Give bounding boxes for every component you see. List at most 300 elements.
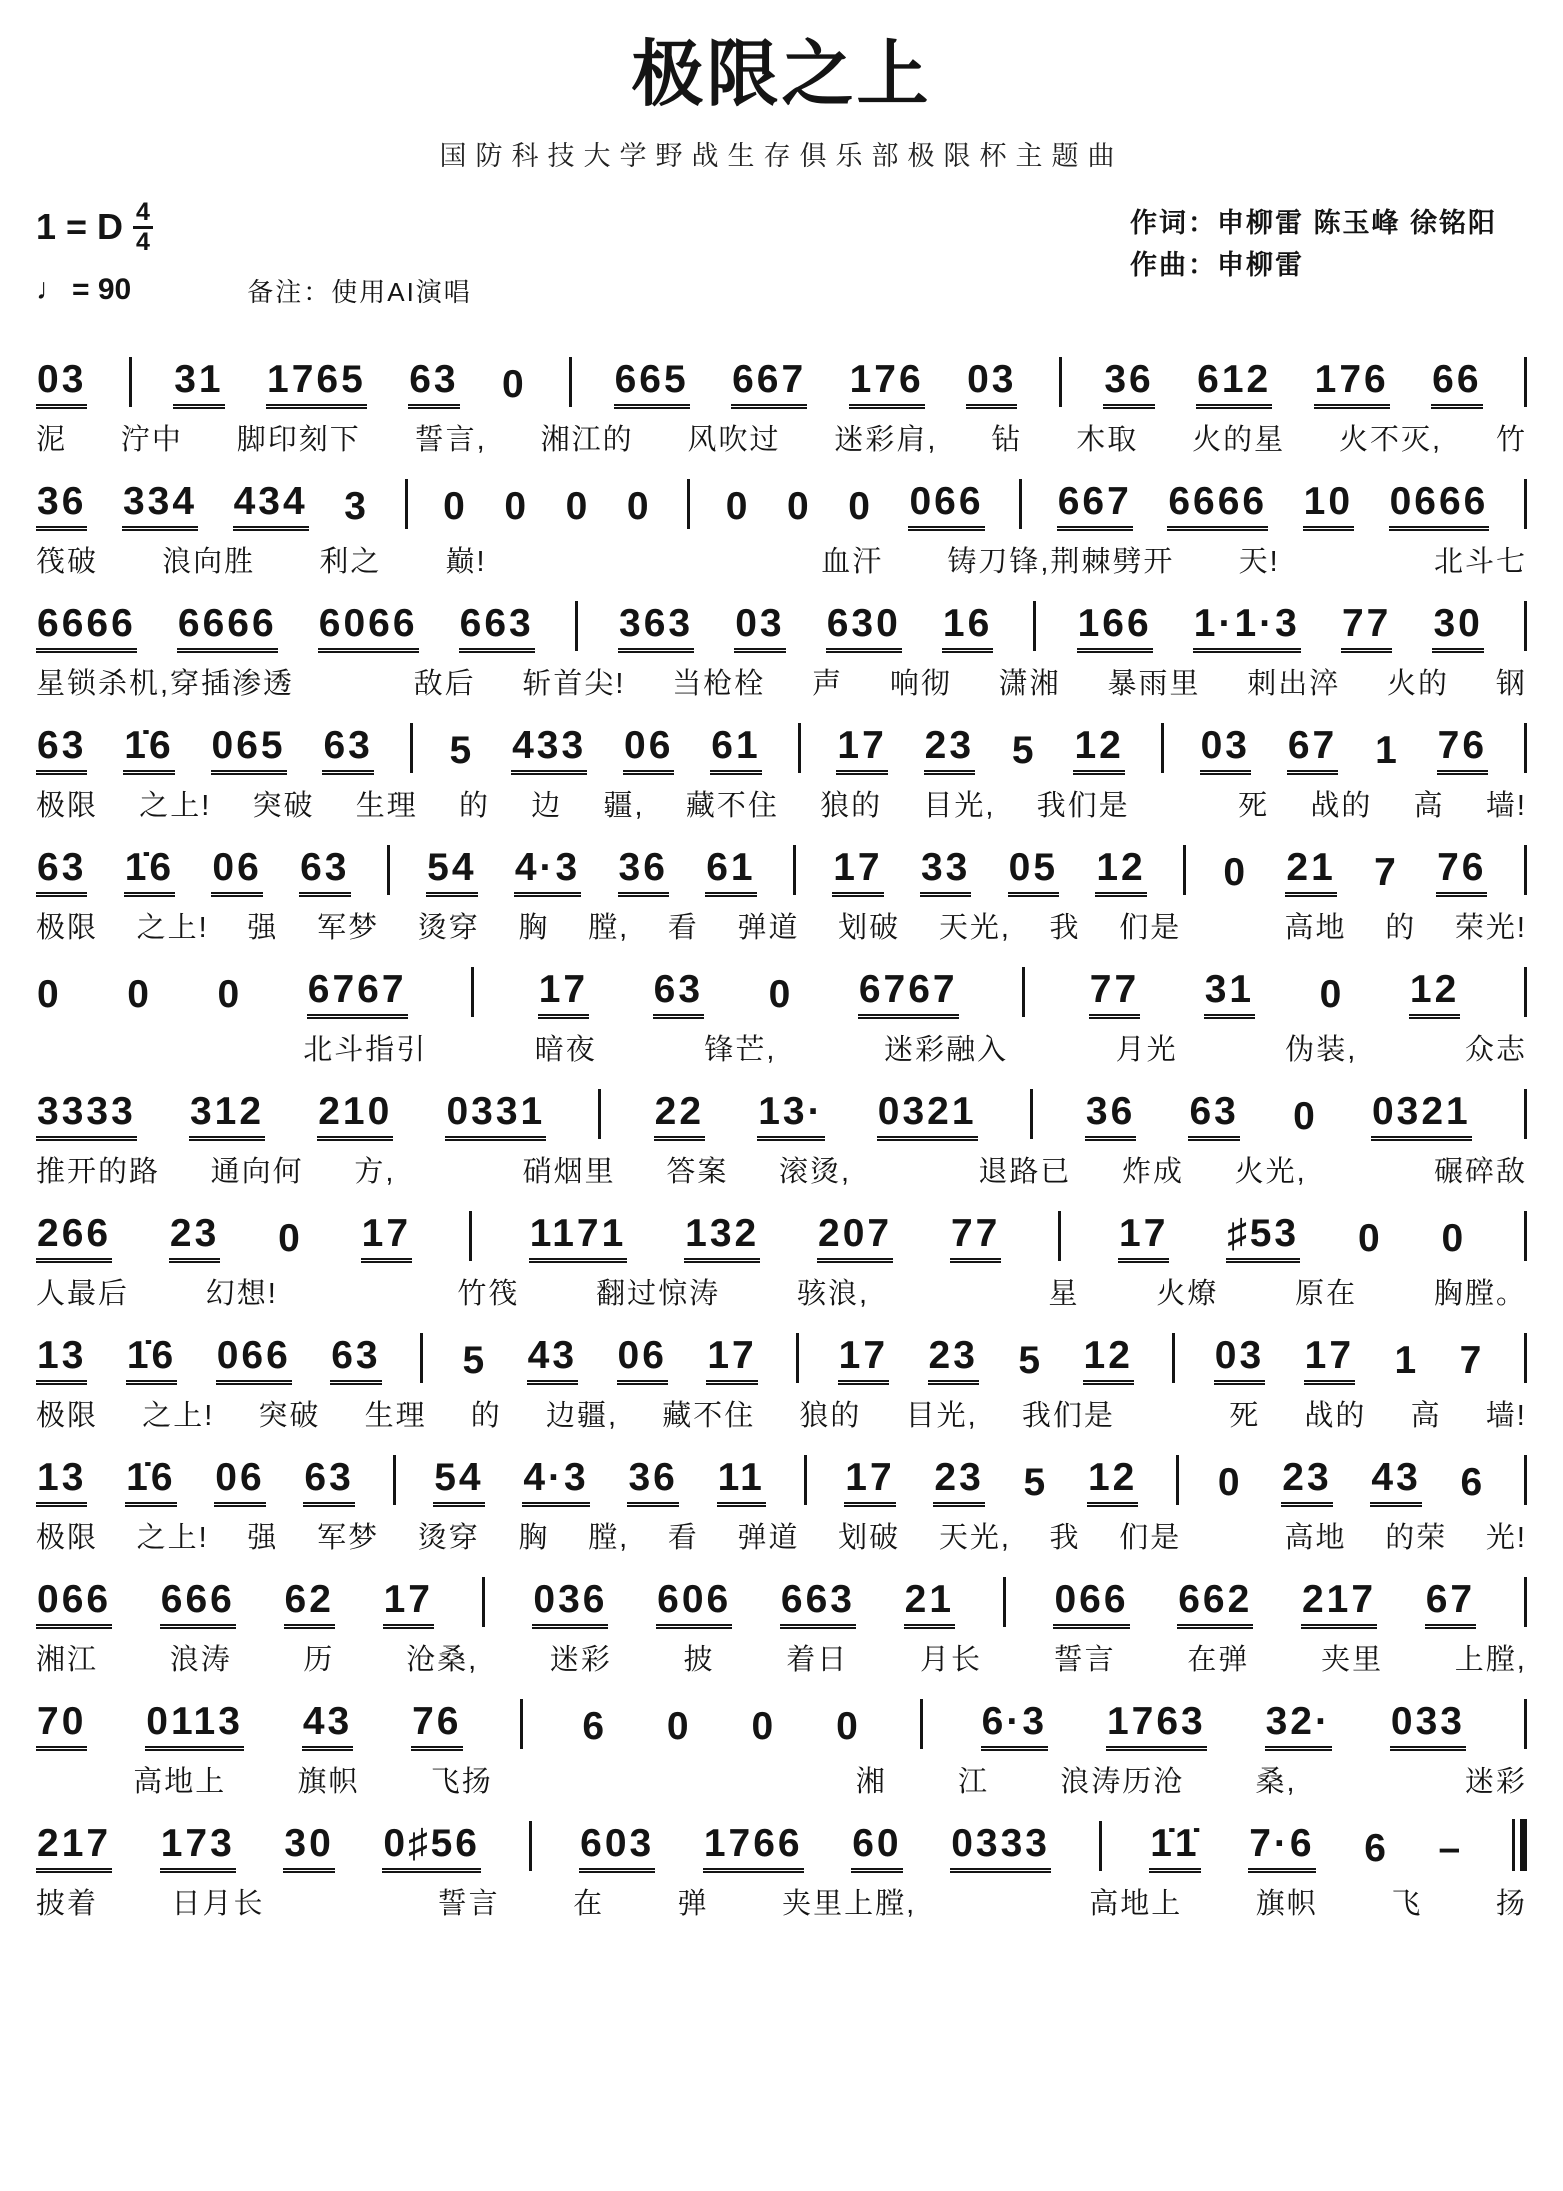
note-row bbox=[36, 587, 1527, 653]
bar-line bbox=[1161, 723, 1164, 773]
lyric-word: 北斗指引 bbox=[303, 1034, 428, 1066]
lyric-word: 星 bbox=[1048, 1278, 1080, 1310]
lyric-word: 月光 bbox=[1115, 1034, 1178, 1066]
note-group: 132 bbox=[684, 1214, 760, 1263]
note-group: 43 bbox=[527, 1336, 578, 1385]
lyric-word: 竹 bbox=[1495, 424, 1527, 456]
note-row bbox=[36, 953, 1527, 1019]
bar-line bbox=[1524, 1699, 1527, 1749]
lyric-word: 誓言, bbox=[414, 424, 487, 456]
lyric-word: 泞中 bbox=[120, 424, 183, 456]
note-group: ♯53 bbox=[1226, 1214, 1300, 1263]
bar-line bbox=[804, 1455, 807, 1505]
lyric-word: 边疆, bbox=[545, 1400, 619, 1432]
lyric-row bbox=[36, 661, 1527, 702]
bar-line bbox=[387, 845, 390, 895]
lyric-word: 光! bbox=[1485, 1522, 1527, 1554]
note-group: 0 bbox=[1293, 1095, 1318, 1138]
note-group: 67 bbox=[1425, 1580, 1476, 1629]
lyric-row bbox=[36, 1027, 1527, 1068]
score-system bbox=[36, 1319, 1527, 1434]
note-group: 23 bbox=[933, 1458, 984, 1507]
lyric-word: 锋芒, bbox=[704, 1034, 777, 1066]
note-group: 6 bbox=[582, 1705, 608, 1748]
note-group: 0 bbox=[1217, 1461, 1243, 1504]
score-system bbox=[36, 1197, 1527, 1312]
lyric-row bbox=[36, 783, 1527, 824]
note-group: 433 bbox=[511, 726, 587, 775]
bar-line bbox=[1183, 845, 1186, 895]
lyric-word: 钻 bbox=[991, 424, 1023, 456]
note-group: 17 bbox=[838, 1336, 889, 1385]
note-group: 06 bbox=[211, 848, 262, 897]
note-group: 662 bbox=[1177, 1580, 1253, 1629]
lyric-word: 高地 bbox=[1284, 912, 1347, 944]
lyric-word: 极限 bbox=[36, 912, 99, 944]
bar-line bbox=[520, 1699, 523, 1749]
lyric-word: 翻过惊涛 bbox=[596, 1278, 721, 1310]
note-group: 0 bbox=[1319, 973, 1345, 1016]
note-group: 16 bbox=[942, 604, 993, 653]
lyric-word: 伪装, bbox=[1285, 1034, 1358, 1066]
note-group: 13· bbox=[757, 1092, 824, 1141]
lyric-word: 我 bbox=[1049, 1522, 1081, 1554]
note-group: 176 bbox=[1314, 360, 1390, 409]
lyric-word: 江 bbox=[957, 1766, 989, 1798]
score-system bbox=[36, 1075, 1527, 1190]
lyric-row bbox=[36, 539, 1527, 580]
note-group: 0 bbox=[37, 973, 62, 1016]
note-group: 663 bbox=[459, 604, 535, 653]
note-group: 63 bbox=[408, 360, 459, 409]
note-group: 0 bbox=[751, 1705, 777, 1748]
lyric-word: 弹道 bbox=[737, 1522, 800, 1554]
note-group: 0 bbox=[786, 485, 812, 528]
score-system bbox=[36, 465, 1527, 580]
note-group: 13 bbox=[36, 1336, 87, 1385]
note-group: 4·3 bbox=[522, 1458, 589, 1507]
note-group: 06 bbox=[623, 726, 674, 775]
note-group: 63 bbox=[36, 726, 87, 775]
lyric-word: 扬 bbox=[1495, 1888, 1527, 1920]
score-system bbox=[36, 1441, 1527, 1556]
note-group: 31 bbox=[173, 360, 224, 409]
note-group: 17 bbox=[1304, 1336, 1355, 1385]
note-group: 63 bbox=[653, 970, 704, 1019]
bar-line bbox=[798, 723, 801, 773]
note-group: 0666 bbox=[1389, 482, 1490, 531]
lyric-word: 狼的 bbox=[799, 1400, 862, 1432]
lyric-word: 旗帜 bbox=[297, 1766, 360, 1798]
note-group: 43 bbox=[1370, 1458, 1421, 1507]
lyric-word: 誓言 bbox=[437, 1888, 500, 1920]
bar-line bbox=[405, 479, 408, 529]
note-group: 312 bbox=[189, 1092, 265, 1141]
lyric-word: 胸 bbox=[518, 912, 550, 944]
lyric-word: 声 bbox=[812, 668, 844, 700]
note-group: 066 bbox=[36, 1580, 112, 1629]
note-group: 036 bbox=[532, 1580, 608, 1629]
lyric-word: 血汗 bbox=[821, 546, 884, 578]
note-group: 10 bbox=[1303, 482, 1354, 531]
lyric-word: 战的 bbox=[1310, 790, 1373, 822]
lyric-word: 天光, bbox=[938, 1522, 1011, 1554]
lyric-word: 生理 bbox=[355, 790, 418, 822]
note-group: 217 bbox=[1301, 1580, 1377, 1629]
bar-line bbox=[1058, 1211, 1061, 1261]
note-group: 54 bbox=[433, 1458, 484, 1507]
lyric-word: 刺出淬 bbox=[1247, 668, 1341, 700]
lyric-word: 藏不住 bbox=[662, 1400, 756, 1432]
note-group: 17 bbox=[844, 1458, 895, 1507]
lyric-row bbox=[36, 905, 1527, 946]
note-group: 1763 bbox=[1106, 1702, 1207, 1751]
lyric-word: 夹里 bbox=[1321, 1644, 1384, 1676]
bar-line bbox=[1524, 1089, 1527, 1139]
lyric-row bbox=[36, 1271, 1527, 1312]
lyric-word: 当枪栓 bbox=[672, 668, 766, 700]
lyric-word: 通向何 bbox=[210, 1156, 304, 1188]
note-group: 36 bbox=[1085, 1092, 1136, 1141]
note-group: 66 bbox=[1431, 360, 1482, 409]
note-group: 6 bbox=[1364, 1827, 1389, 1870]
note-group: 0 bbox=[504, 485, 530, 528]
note-group: 166 bbox=[1077, 604, 1153, 653]
note-group: – bbox=[1438, 1827, 1464, 1870]
note-group: 667 bbox=[1057, 482, 1133, 531]
lyric-word: 月长 bbox=[919, 1644, 982, 1676]
lyric-word: 硝烟里 bbox=[522, 1156, 616, 1188]
lyric-word: 迷彩融入 bbox=[884, 1034, 1009, 1066]
lyric-word: 墙! bbox=[1485, 1400, 1527, 1432]
note-row bbox=[36, 1319, 1527, 1385]
page-subtitle: 国防科技大学野战生存俱乐部极限杯主题曲 bbox=[439, 141, 1124, 171]
bar-line bbox=[1022, 967, 1025, 1017]
note-group: 0 bbox=[278, 1217, 303, 1260]
note-row bbox=[36, 1197, 1527, 1263]
note-group: 3333 bbox=[36, 1092, 137, 1141]
lyric-word: 膛, bbox=[588, 1522, 630, 1554]
lyric-word: 浪向胜 bbox=[162, 546, 256, 578]
lyric-word: 突破 bbox=[252, 790, 315, 822]
note-group: 1·1·3 bbox=[1193, 604, 1301, 653]
lyric-word: 之上! bbox=[136, 912, 209, 944]
lyric-word: 突破 bbox=[258, 1400, 321, 1432]
lyric-word: 众志 bbox=[1464, 1034, 1527, 1066]
note-group: 63 bbox=[36, 848, 87, 897]
note-group: 0 bbox=[217, 973, 243, 1016]
note-group: 0 bbox=[666, 1705, 692, 1748]
note-group: 21 bbox=[904, 1580, 955, 1629]
lyric-word: 飞 bbox=[1391, 1888, 1423, 1920]
lyric-word: 们是 bbox=[1119, 912, 1182, 944]
bar-line bbox=[796, 1333, 799, 1383]
note-group: 033 bbox=[1390, 1702, 1466, 1751]
note-group: 61 bbox=[705, 848, 756, 897]
lyric-word: 星锁杀机,穿插渗透 bbox=[36, 668, 295, 700]
score-system bbox=[36, 1685, 1527, 1800]
note-row bbox=[36, 709, 1527, 775]
lyric-word: 碾碎敌 bbox=[1433, 1156, 1527, 1188]
bar-line bbox=[1030, 1089, 1033, 1139]
note-group: 06 bbox=[617, 1336, 668, 1385]
note-row bbox=[36, 465, 1527, 531]
note-group: 63 bbox=[322, 726, 373, 775]
lyric-word: 边 bbox=[531, 790, 563, 822]
lyric-word: 的荣 bbox=[1385, 1522, 1448, 1554]
lyric-word: 方, bbox=[354, 1156, 396, 1188]
note-group: 36 bbox=[627, 1458, 678, 1507]
note-group: 6666 bbox=[36, 604, 137, 653]
note-group: 0 bbox=[848, 485, 873, 528]
time-signature-denominator: 4 bbox=[136, 228, 150, 257]
note-group: 0333 bbox=[950, 1824, 1051, 1873]
lyric-word: 火燎 bbox=[1156, 1278, 1219, 1310]
note-group: 0 bbox=[1441, 1217, 1467, 1260]
note-group: 6666 bbox=[177, 604, 278, 653]
lyric-word: 迷彩 bbox=[549, 1644, 612, 1676]
bar-line bbox=[1099, 1821, 1102, 1871]
score-system bbox=[36, 1807, 1527, 1922]
note-group: 434 bbox=[233, 482, 309, 531]
lyric-word: 沧桑, bbox=[406, 1644, 479, 1676]
note-group: 17 bbox=[538, 970, 589, 1019]
note-group: 0 bbox=[127, 973, 152, 1016]
bar-line bbox=[1019, 479, 1022, 529]
note-group: 0331 bbox=[445, 1092, 546, 1141]
note-group: 0113 bbox=[145, 1702, 244, 1751]
note-group: 0 bbox=[443, 485, 468, 528]
lyric-word: 荣光! bbox=[1454, 912, 1527, 944]
score-system bbox=[36, 343, 1527, 458]
lyric-word: 划破 bbox=[838, 1522, 901, 1554]
lyric-word: 推开的路 bbox=[36, 1156, 161, 1188]
note-group: 0321 bbox=[1371, 1092, 1472, 1141]
score-system bbox=[36, 953, 1527, 1068]
note-group: 17 bbox=[1118, 1214, 1169, 1263]
bar-line bbox=[1524, 1577, 1527, 1627]
bar-line bbox=[1524, 845, 1527, 895]
note-group: 03 bbox=[734, 604, 785, 653]
bar-line bbox=[129, 357, 132, 407]
note-row bbox=[36, 831, 1527, 897]
lyric-word: 退路已 bbox=[978, 1156, 1072, 1188]
lyric-word: 火光, bbox=[1234, 1156, 1307, 1188]
note-group: 1̇6 bbox=[124, 848, 175, 897]
remark-note: 备注：使用AI演唱 bbox=[247, 276, 472, 307]
lyric-word: 在 bbox=[573, 1888, 605, 1920]
bar-line bbox=[687, 479, 690, 529]
lyric-word: 人最后 bbox=[36, 1278, 130, 1310]
key-tempo-block bbox=[36, 199, 472, 309]
note-group: 217 bbox=[36, 1824, 112, 1873]
lyric-word: 膛, bbox=[588, 912, 630, 944]
lyric-word: 旗帜 bbox=[1255, 1888, 1318, 1920]
lyric-word: 迷彩肩, bbox=[834, 424, 938, 456]
bar-line bbox=[410, 723, 413, 773]
note-group: 70 bbox=[36, 1702, 87, 1751]
lyric-word: 烫穿 bbox=[417, 1522, 480, 1554]
note-group: 36 bbox=[618, 848, 669, 897]
lyric-word: 之上! bbox=[136, 1522, 209, 1554]
note-group: 3 bbox=[344, 485, 369, 528]
lyric-row bbox=[36, 417, 1527, 458]
lyric-row bbox=[36, 1881, 1527, 1922]
bar-line bbox=[469, 1211, 472, 1261]
note-group: 606 bbox=[656, 1580, 732, 1629]
lyric-word: 火的 bbox=[1387, 668, 1450, 700]
bar-line bbox=[1524, 1455, 1527, 1505]
note-group: 0 bbox=[1223, 851, 1249, 894]
lyric-word: 日月长 bbox=[171, 1888, 265, 1920]
lyric-word: 暗夜 bbox=[534, 1034, 597, 1066]
note-group: 1171 bbox=[529, 1214, 628, 1263]
note-group: 17 bbox=[836, 726, 887, 775]
note-group: 266 bbox=[36, 1214, 112, 1263]
note-group: 1̇6 bbox=[126, 1336, 177, 1385]
lyric-word: 巅! bbox=[445, 546, 487, 578]
lyric-word: 生理 bbox=[364, 1400, 427, 1432]
note-row bbox=[36, 343, 1527, 409]
lyric-word: 泥 bbox=[36, 424, 68, 456]
note-group: 1 bbox=[1394, 1339, 1420, 1382]
note-group: 1̇1̇ bbox=[1149, 1824, 1200, 1873]
lyric-word: 披 bbox=[683, 1644, 715, 1676]
note-group: 363 bbox=[618, 604, 694, 653]
tempo-row bbox=[36, 272, 472, 309]
note-group: 30 bbox=[283, 1824, 334, 1873]
bar-line bbox=[1524, 357, 1527, 407]
lyric-word: 的 bbox=[459, 790, 491, 822]
lyric-word: 利之 bbox=[319, 546, 382, 578]
note-group: 76 bbox=[411, 1702, 462, 1751]
note-group: 667 bbox=[731, 360, 807, 409]
bar-line bbox=[575, 601, 578, 651]
bar-line bbox=[1524, 723, 1527, 773]
note-group: 612 bbox=[1196, 360, 1272, 409]
note-group: 6·3 bbox=[981, 1702, 1048, 1751]
lyric-word: 的 bbox=[470, 1400, 502, 1432]
lyric-word: 火的星 bbox=[1192, 424, 1286, 456]
lyric-word: 划破 bbox=[838, 912, 901, 944]
lyric-word: 狼的 bbox=[820, 790, 883, 822]
note-group: 12 bbox=[1087, 1458, 1138, 1507]
note-group: 77 bbox=[1341, 604, 1392, 653]
note-group: 23 bbox=[1281, 1458, 1332, 1507]
note-group: 665 bbox=[614, 360, 690, 409]
note-group: 173 bbox=[160, 1824, 236, 1873]
note-group: 03 bbox=[1214, 1336, 1265, 1385]
lyric-word: 暴雨里 bbox=[1107, 668, 1201, 700]
note-group: 03 bbox=[966, 360, 1017, 409]
lyric-word: 弹 bbox=[677, 1888, 709, 1920]
score-system bbox=[36, 709, 1527, 824]
note-group: 63 bbox=[1188, 1092, 1239, 1141]
bar-line bbox=[393, 1455, 396, 1505]
note-group: 23 bbox=[924, 726, 975, 775]
note-group: 7 bbox=[1459, 1339, 1485, 1382]
score-system bbox=[36, 831, 1527, 946]
note-group: 23 bbox=[928, 1336, 979, 1385]
note-group: 4·3 bbox=[514, 848, 581, 897]
score-system bbox=[36, 1563, 1527, 1678]
score-system bbox=[36, 587, 1527, 702]
note-group: 63 bbox=[330, 1336, 381, 1385]
note-group: 36 bbox=[36, 482, 87, 531]
lyric-word: 幻想! bbox=[205, 1278, 278, 1310]
lyric-word: 钢 bbox=[1495, 668, 1527, 700]
note-row bbox=[36, 1441, 1527, 1507]
lyric-word: 浪涛历沧 bbox=[1060, 1766, 1185, 1798]
note-group: 603 bbox=[579, 1824, 655, 1873]
note-group: 17 bbox=[706, 1336, 757, 1385]
note-group: 1766 bbox=[703, 1824, 804, 1873]
bar-line bbox=[482, 1577, 485, 1627]
lyric-word: 湘江 bbox=[36, 1644, 99, 1676]
note-group: 7·6 bbox=[1248, 1824, 1315, 1873]
lyric-row bbox=[36, 1149, 1527, 1190]
note-group: 0 bbox=[1357, 1217, 1383, 1260]
note-group: 1̇6 bbox=[123, 726, 174, 775]
note-group: 76 bbox=[1436, 848, 1487, 897]
note-group: 60 bbox=[851, 1824, 902, 1873]
note-group: 066 bbox=[1053, 1580, 1129, 1629]
note-group: 03 bbox=[1200, 726, 1251, 775]
note-group: 77 bbox=[1089, 970, 1140, 1019]
lyric-word: 藏不住 bbox=[685, 790, 779, 822]
bar-line bbox=[1176, 1455, 1179, 1505]
lyric-word: 木取 bbox=[1076, 424, 1139, 456]
note-group: 23 bbox=[169, 1214, 220, 1263]
note-group: 62 bbox=[284, 1580, 335, 1629]
note-group: 0♯56 bbox=[382, 1824, 481, 1873]
note-group: 630 bbox=[826, 604, 902, 653]
note-group: 0 bbox=[565, 485, 591, 528]
credits-block bbox=[1130, 203, 1497, 287]
note-row bbox=[36, 1563, 1527, 1629]
lyric-word: 胸 bbox=[518, 1522, 550, 1554]
note-group: 17 bbox=[361, 1214, 412, 1263]
lyric-word: 强 bbox=[247, 912, 279, 944]
note-group: 6 bbox=[1460, 1461, 1486, 1504]
bar-line bbox=[569, 357, 572, 407]
note-group: 77 bbox=[950, 1214, 1001, 1263]
time-signature-numerator: 4 bbox=[133, 199, 153, 229]
lyric-word: 响彻 bbox=[889, 668, 952, 700]
note-group: 12 bbox=[1095, 848, 1146, 897]
lyric-word: 极限 bbox=[36, 1522, 99, 1554]
lyric-word: 极限 bbox=[36, 790, 99, 822]
note-group: 63 bbox=[299, 848, 350, 897]
note-group: 1̇6 bbox=[125, 1458, 176, 1507]
bar-line bbox=[1524, 1211, 1527, 1261]
note-group: 22 bbox=[654, 1092, 705, 1141]
tempo-value: = 90 bbox=[72, 273, 132, 306]
lyric-word: 高地上 bbox=[1089, 1888, 1183, 1920]
note-group: 12 bbox=[1083, 1336, 1134, 1385]
note-group: 30 bbox=[1432, 604, 1483, 653]
quarter-note-icon: ♩ bbox=[36, 273, 66, 306]
note-group: 76 bbox=[1437, 726, 1488, 775]
score bbox=[36, 343, 1527, 1922]
credit-composer: 作曲：申柳雷 bbox=[1129, 249, 1304, 280]
note-group: 17 bbox=[832, 848, 883, 897]
bar-line bbox=[1524, 479, 1527, 529]
lyric-word: 竹筏 bbox=[457, 1278, 520, 1310]
time-signature bbox=[133, 199, 153, 256]
bar-line bbox=[1524, 1333, 1527, 1383]
lyric-word: 强 bbox=[247, 1522, 279, 1554]
